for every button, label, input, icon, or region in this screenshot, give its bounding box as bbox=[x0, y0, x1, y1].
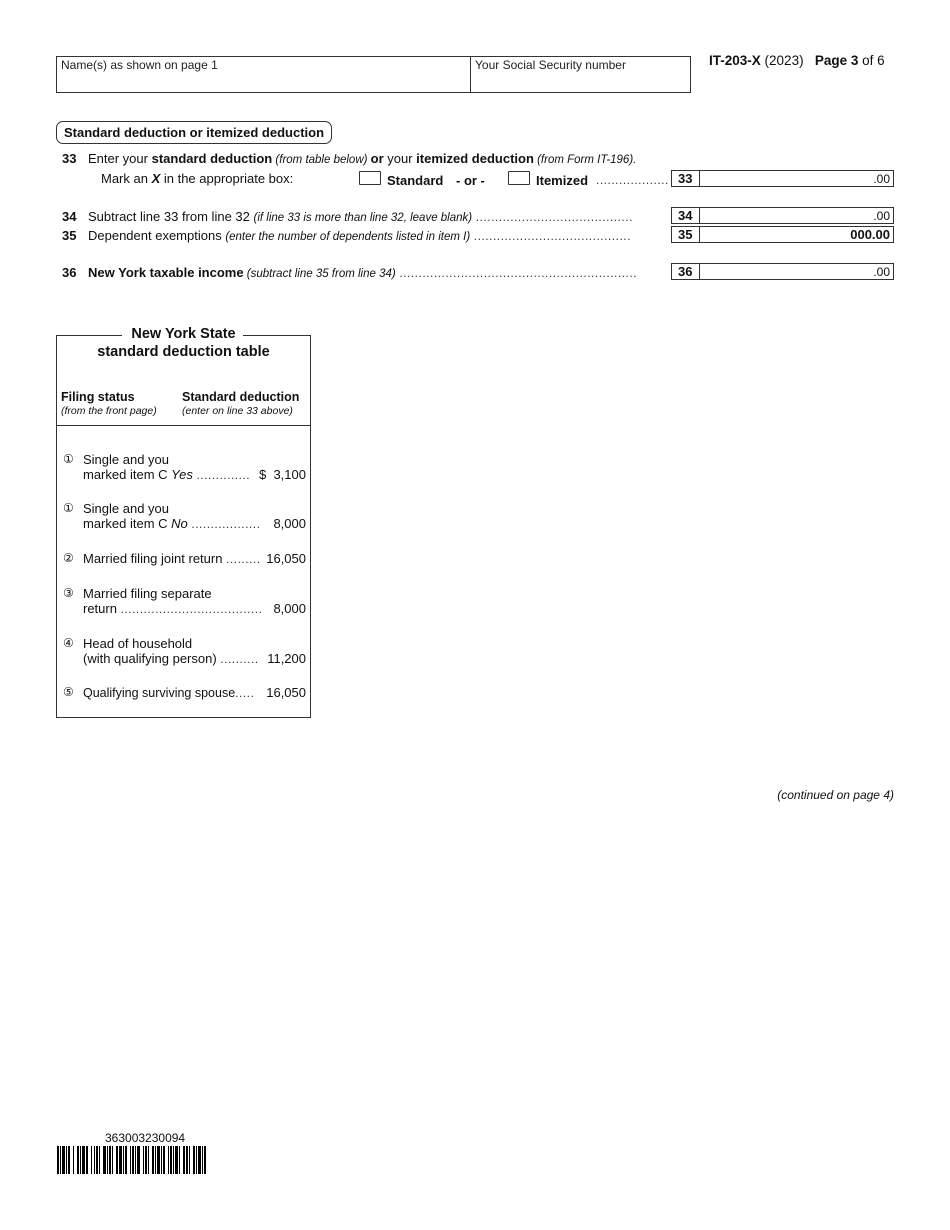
line-36-description bbox=[88, 265, 637, 280]
name-field-label: Name(s) as shown on page 1 bbox=[61, 58, 218, 72]
standard-checkbox[interactable] bbox=[359, 171, 381, 185]
line-35-description bbox=[88, 228, 631, 243]
line-36-number: 36 bbox=[62, 265, 77, 280]
row-leader: .......... bbox=[220, 652, 259, 666]
row-amount: 16,050 bbox=[266, 685, 306, 700]
line-36-cents: .00 bbox=[873, 265, 890, 279]
mark-text: Mark an bbox=[101, 171, 152, 186]
row-line2 bbox=[83, 467, 250, 483]
line-33-text: itemized deduction bbox=[416, 151, 534, 166]
row-leader: ..................................... bbox=[120, 602, 263, 616]
row-amount: 8,000 bbox=[273, 601, 306, 616]
line-34-cents: .00 bbox=[873, 209, 890, 223]
line-35-box-number: 35 bbox=[671, 226, 700, 243]
row-leader: .................. bbox=[191, 517, 261, 531]
row-text: marked item C bbox=[83, 516, 172, 531]
line-35-number: 35 bbox=[62, 228, 77, 243]
form-year: (2023) bbox=[764, 53, 804, 68]
page-of: of 6 bbox=[862, 53, 885, 68]
filing-status-marker: ③ bbox=[63, 586, 74, 600]
line-34-leader: ......................................... bbox=[475, 210, 633, 224]
filing-status-marker: ⑤ bbox=[63, 685, 74, 699]
row-amount: 8,000 bbox=[273, 516, 306, 531]
line-33-text: or bbox=[370, 151, 384, 166]
table-row bbox=[63, 636, 306, 668]
line-33-cents: .00 bbox=[873, 172, 890, 186]
row-text: No bbox=[171, 516, 188, 531]
filing-status-marker: ① bbox=[63, 501, 74, 515]
table-row bbox=[63, 586, 306, 618]
line-34-amount-field[interactable] bbox=[700, 207, 894, 224]
name-field[interactable] bbox=[56, 56, 471, 93]
line-33-leader: ................... bbox=[596, 173, 669, 187]
row-line1: Single and you bbox=[83, 501, 170, 516]
form-id: IT-203-X bbox=[709, 53, 761, 68]
row-text: Qualifying surviving spouse bbox=[83, 686, 236, 700]
line-35-text: (enter the number of dependents listed in item I) bbox=[225, 231, 471, 243]
row-line2 bbox=[83, 601, 263, 617]
table-row bbox=[63, 452, 306, 484]
mark-text: in the appropriate box: bbox=[160, 171, 294, 186]
barcode-number: 363003230094 bbox=[105, 1131, 186, 1145]
col-filing-status-sub: (from the front page) bbox=[61, 405, 157, 417]
row-amount: $ 3,100 bbox=[259, 467, 306, 482]
col-std-deduction-head: Standard deduction bbox=[182, 390, 300, 404]
row-line2 bbox=[83, 651, 259, 667]
form-page-header bbox=[709, 53, 885, 68]
line-36-leader: .............................................................. bbox=[399, 266, 638, 280]
row-amount: 16,050 bbox=[266, 551, 306, 566]
page-word: Page bbox=[814, 53, 848, 68]
barcode-image bbox=[57, 1146, 206, 1174]
row-line1 bbox=[83, 685, 254, 701]
page-number: 3 bbox=[850, 53, 859, 68]
filing-status-marker: ② bbox=[63, 551, 74, 565]
line-34-box-number: 34 bbox=[671, 207, 700, 224]
row-text: Married filing joint return bbox=[83, 551, 223, 566]
standard-deduction-table bbox=[56, 326, 311, 718]
row-text: Yes bbox=[171, 467, 193, 482]
line-34-text: (if line 33 is more than line 32, leave blank) bbox=[253, 212, 473, 224]
mark-text: X bbox=[151, 171, 161, 186]
filing-status-marker: ④ bbox=[63, 636, 74, 650]
row-line1: Head of household bbox=[83, 636, 193, 651]
line-33-mark-instruction bbox=[101, 171, 293, 186]
itemized-label: Itemized bbox=[536, 173, 589, 188]
table-row bbox=[63, 551, 306, 568]
line-33-text: standard deduction bbox=[151, 151, 273, 166]
line-33-text: (from Form IT-196). bbox=[533, 154, 637, 166]
row-amount: 11,200 bbox=[267, 651, 306, 666]
row-line1: Single and you bbox=[83, 452, 170, 467]
col-filing-status-head: Filing status bbox=[61, 390, 135, 404]
filing-status-marker: ① bbox=[63, 452, 74, 466]
line-34-number: 34 bbox=[62, 209, 77, 224]
line-33-number: 33 bbox=[62, 151, 77, 166]
row-leader: ......... bbox=[226, 552, 261, 566]
table-row bbox=[63, 501, 306, 533]
section-title: Standard deduction or itemized deduction bbox=[56, 121, 332, 144]
line-33-text: (from table below) bbox=[272, 154, 371, 166]
row-line1: Married filing separate bbox=[83, 586, 212, 601]
line-34-description bbox=[88, 209, 633, 224]
row-leader: .............. bbox=[196, 468, 251, 482]
line-36-text: New York taxable income bbox=[88, 265, 244, 280]
line-35-text: Dependent exemptions bbox=[88, 228, 226, 243]
row-text: return bbox=[83, 601, 121, 616]
row-line2 bbox=[83, 516, 260, 532]
table-title-1: New York State bbox=[131, 326, 236, 342]
line-33-description bbox=[88, 151, 636, 166]
line-36-text: (subtract line 35 from line 34) bbox=[243, 268, 396, 280]
or-label: - or - bbox=[456, 173, 485, 188]
col-std-deduction-sub: (enter on line 33 above) bbox=[182, 405, 293, 417]
table-title-2: standard deduction table bbox=[97, 344, 270, 360]
line-33-text: Enter your bbox=[88, 151, 152, 166]
continued-note: (continued on page 4) bbox=[777, 788, 894, 802]
line-34-text: Subtract line 33 from line 32 bbox=[88, 209, 254, 224]
ssn-field-label: Your Social Security number bbox=[475, 58, 626, 72]
table-row bbox=[63, 685, 306, 702]
table-header-divider bbox=[57, 425, 310, 426]
line-33-box-number: 33 bbox=[671, 170, 700, 187]
standard-label: Standard bbox=[387, 173, 444, 188]
line-33-text: your bbox=[383, 151, 417, 166]
line-35-amount-field[interactable]: 000.00 bbox=[700, 226, 894, 243]
line-36-amount-field[interactable] bbox=[700, 263, 894, 280]
line-33-amount-field[interactable] bbox=[700, 170, 894, 187]
row-leader: ..... bbox=[235, 686, 255, 700]
row-text: (with qualifying person) bbox=[83, 651, 221, 666]
row-line1 bbox=[83, 551, 261, 567]
row-text: marked item C bbox=[83, 467, 172, 482]
ssn-field[interactable] bbox=[470, 56, 691, 93]
line-36-box-number: 36 bbox=[671, 263, 700, 280]
line-35-leader: ......................................... bbox=[473, 229, 631, 243]
itemized-checkbox[interactable] bbox=[508, 171, 530, 185]
